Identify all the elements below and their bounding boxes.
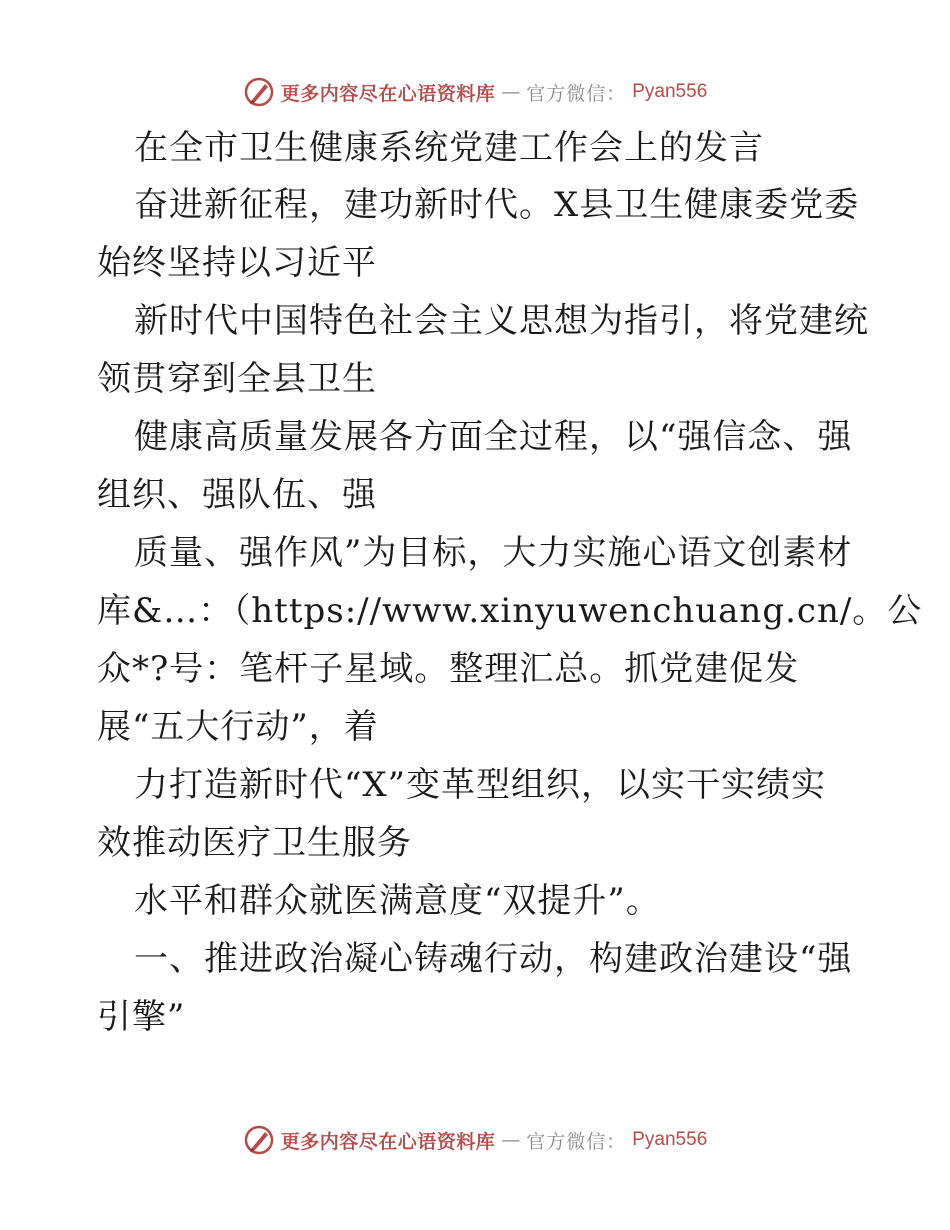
- document-title: 在全市卫生健康系统党建工作会上的发言: [134, 128, 764, 168]
- paragraph-line: 库&…：（https://www.xinyuwenchuang.cn/。公: [97, 591, 923, 631]
- header-banner: [0, 72, 950, 112]
- banner-wechat-id: Pyan556: [632, 81, 708, 102]
- quill-logo-icon: [243, 1124, 275, 1156]
- paragraph-line: 质量、强作风”为目标，大力实施心语文创素材: [134, 533, 853, 573]
- banner-site-text: 更多内容尽在心语资料库: [280, 82, 496, 105]
- banner-wechat-id: Pyan556: [632, 1129, 708, 1150]
- paragraph-line: 组织、强队伍、强: [97, 475, 377, 515]
- quill-logo-icon: [243, 76, 275, 108]
- paragraph-line: 健康高质量发展各方面全过程，以“强信念、强: [134, 417, 853, 457]
- banner-site-text: 更多内容尽在心语资料库: [280, 1130, 496, 1153]
- paragraph-line: 众*?号：笔杆子星域。整理汇总。抓党建促发: [97, 649, 800, 689]
- footer-banner: [0, 1120, 950, 1160]
- paragraph-line: 领贯穿到全县卫生: [97, 359, 377, 399]
- paragraph-line: 水平和群众就医满意度“双提升”。: [134, 881, 661, 921]
- paragraph-line: 效推动医疗卫生服务: [97, 823, 412, 863]
- paragraph-line: 力打造新时代“X”变革型组织，以实干实绩实: [134, 765, 826, 805]
- banner-wechat-label: 官方微信：: [526, 82, 627, 105]
- paragraph-line: 始终坚持以习近平: [97, 243, 377, 283]
- section-heading-line: 一、推进政治凝心铸魂行动，构建政治建设“强: [134, 939, 853, 979]
- section-heading-line: 引擎”: [97, 997, 186, 1037]
- banner-dash: —: [501, 1129, 521, 1151]
- paragraph-line: 展“五大行动”，着: [97, 707, 379, 747]
- paragraph-line: 新时代中国特色社会主义思想为指引，将党建统: [134, 301, 869, 341]
- banner-dash: —: [501, 81, 521, 103]
- banner-wechat-label: 官方微信：: [526, 1130, 627, 1153]
- paragraph-line: 奋进新征程，建功新时代。X县卫生健康委党委: [134, 185, 860, 225]
